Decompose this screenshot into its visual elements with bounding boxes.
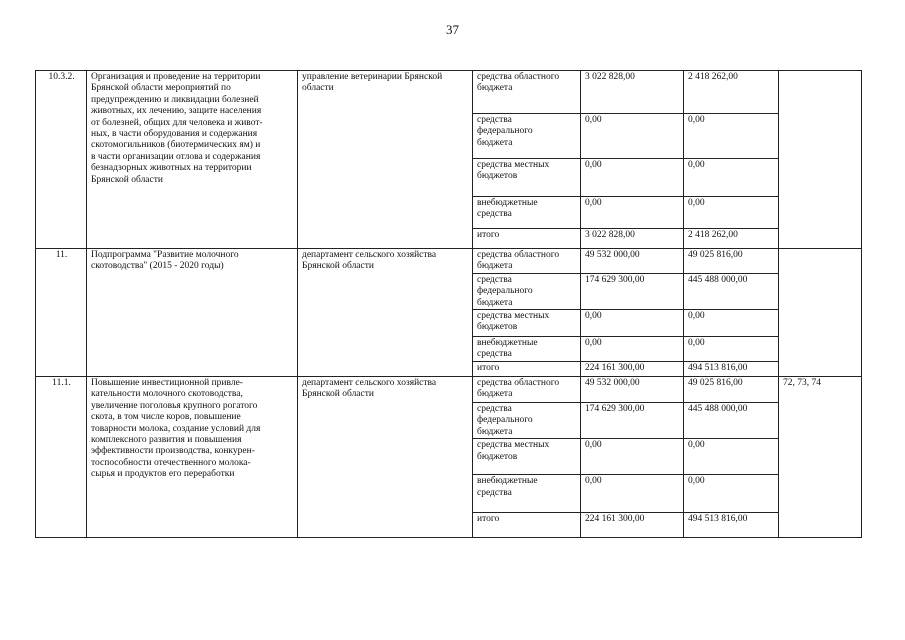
target-indicators (779, 71, 862, 249)
funding-source: средства местных бюджетов (473, 439, 581, 475)
amount-col1: 0,00 (581, 197, 684, 229)
target-indicators: 72, 73, 74 (779, 377, 862, 538)
funding-source: внебюджетные средства (473, 197, 581, 229)
amount-col2: 0,00 (684, 197, 779, 229)
funding-source: итого (473, 229, 581, 249)
funding-source: средства областного бюджета (473, 71, 581, 114)
funding-source: средства федерального бюджета (473, 273, 581, 309)
funding-source: итого (473, 362, 581, 377)
funding-source: средства местных бюджетов (473, 159, 581, 197)
amount-col1: 174 629 300,00 (581, 273, 684, 309)
row-number: 10.3.2. (36, 71, 87, 249)
page-number: 37 (446, 22, 459, 37)
measure-description: Подпрограмма "Развитие молочного скотоводства" (2015 - 2020 годы) (87, 249, 298, 377)
amount-col1: 3 022 828,00 (581, 71, 684, 114)
amount-col1: 0,00 (581, 475, 684, 513)
funding-source: средства местных бюджетов (473, 310, 581, 337)
amount-col1: 0,00 (581, 337, 684, 362)
amount-col1: 49 532 000,00 (581, 249, 684, 274)
amount-col1: 174 629 300,00 (581, 403, 684, 439)
amount-col1: 0,00 (581, 159, 684, 197)
amount-col2: 2 418 262,00 (684, 229, 779, 249)
amount-col2: 49 025 816,00 (684, 249, 779, 274)
amount-col2: 0,00 (684, 337, 779, 362)
amount-col2: 0,00 (684, 439, 779, 475)
amount-col2: 0,00 (684, 159, 779, 197)
amount-col1: 224 161 300,00 (581, 513, 684, 538)
amount-col1: 0,00 (581, 439, 684, 475)
amount-col2: 445 488 000,00 (684, 273, 779, 309)
funding-source: итого (473, 513, 581, 538)
amount-col1: 3 022 828,00 (581, 229, 684, 249)
amount-col1: 0,00 (581, 310, 684, 337)
target-indicators (779, 249, 862, 377)
measure-description: Повышение инвестиционной привле- кательности молочного скотоводства, увеличение поголовья крупного рогатого скота, в том числе коров, повышение товарности молока, создание условий для комплексного развития и повышения эффективности производства, конкурен- тоспособности отечественного молока- сырья и продуктов его переработки (87, 377, 298, 538)
funding-source: внебюджетные средства (473, 337, 581, 362)
amount-col1: 49 532 000,00 (581, 377, 684, 403)
executor: департамент сельского хозяйства Брянской области (298, 249, 473, 377)
amount-col2: 494 513 816,00 (684, 362, 779, 377)
amount-col2: 0,00 (684, 310, 779, 337)
table-row (36, 249, 862, 274)
table-row (36, 71, 862, 114)
row-number: 11.1. (36, 377, 87, 538)
amount-col2: 49 025 816,00 (684, 377, 779, 403)
funding-source: средства федерального бюджета (473, 403, 581, 439)
amount-col1: 224 161 300,00 (581, 362, 684, 377)
funding-source: средства областного бюджета (473, 249, 581, 274)
amount-col2: 0,00 (684, 114, 779, 159)
amount-col2: 445 488 000,00 (684, 403, 779, 439)
amount-col2: 0,00 (684, 475, 779, 513)
funding-source: средства федерального бюджета (473, 114, 581, 159)
funding-source: средства областного бюджета (473, 377, 581, 403)
amount-col2: 494 513 816,00 (684, 513, 779, 538)
funding-source: внебюджетные средства (473, 475, 581, 513)
row-number: 11. (36, 249, 87, 377)
executor: управление ветеринарии Брянской области (298, 71, 473, 249)
table-row (36, 377, 862, 403)
measure-description: Организация и проведение на территории Брянской области мероприятий по предупреждению и ликвидации болезней животных, их лечению, защите населения от болезней, общих для человека и живот- ных, в части оборудования и содержания скотомогильников (биотермических ям) и в части организации отлова и содержания безнадзорных животных на территории Брянской области (87, 71, 298, 249)
budget-table (35, 70, 862, 538)
amount-col1: 0,00 (581, 114, 684, 159)
executor: департамент сельского хозяйства Брянской области (298, 377, 473, 538)
amount-col2: 2 418 262,00 (684, 71, 779, 114)
